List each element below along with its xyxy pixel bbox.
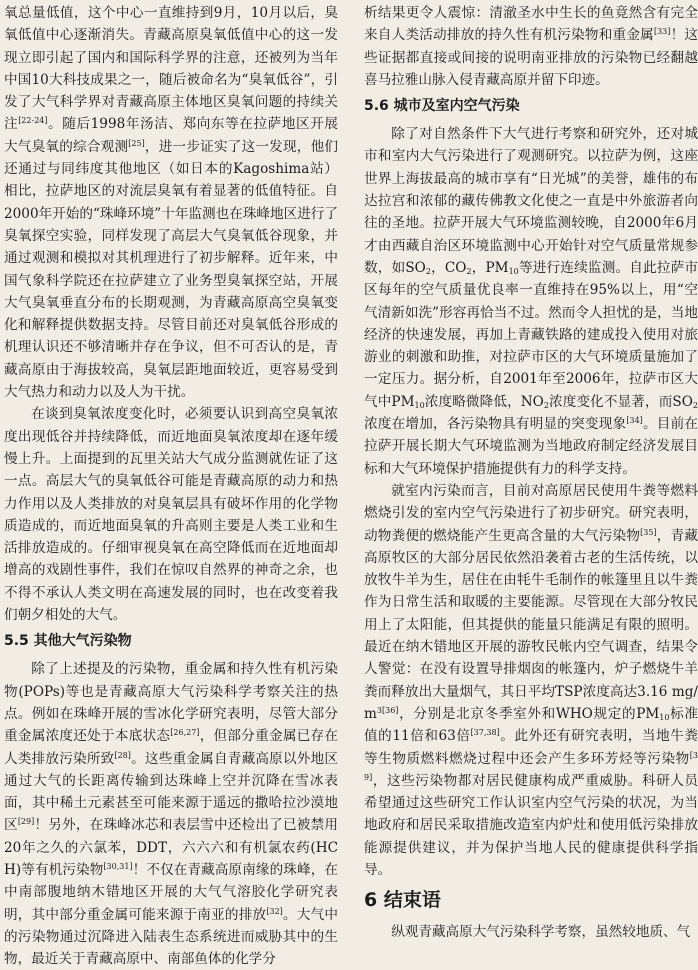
text-run: 。大气中的污染物通过沉降进入陆表生态系统进而威胁其中的生物，最近关于青藏高原中、南部鱼体的化学分 xyxy=(4,906,339,968)
citation: [25] xyxy=(128,138,145,148)
citation: [36] xyxy=(381,705,399,715)
citation: [30,31] xyxy=(103,861,133,871)
paragraph-heavy-metals xyxy=(4,658,338,970)
text-run: ，这些污染物都对居民健康构成严重威胁。科研人员希望通过这些研究工作认识室内空气污染的状况，为当地政府和居民采取措施改造室内炉灶和使用低污染排放能源提供建议，并为保护当地人民的健康提供科学指导。 xyxy=(364,772,698,878)
subscript: 10 xyxy=(659,712,670,722)
text-run: 氧总量低值，这个中心一直维持到9月，10月以后，臭氧低值中心逐渐消失。青藏高原臭氧低值中心的这一发现立即引起了国内和国际科学界的注意，还被列为当年中国10大科技成果之一，随后被命名为“臭氧低谷”，引发了大气科学界对青藏高原主体地区臭氧问题的持续关注 xyxy=(4,5,338,133)
text-run: 。目前在拉萨开展长期大气环境监测为当地政府制定经济发展目标和大气环境保护措施提供有力的科学支持。 xyxy=(364,416,698,477)
subscript: 10 xyxy=(508,266,519,276)
text-run: ，但部分重金属已存在人类排放污染所致 xyxy=(4,728,339,767)
paragraph-lhasa-air xyxy=(364,123,698,480)
section-heading-6: 6 结束语 xyxy=(364,889,441,912)
citation: [29] xyxy=(17,817,35,827)
subscript: 2 xyxy=(466,266,472,276)
text-run: 就室内污染而言，目前对高原居民使用牛粪等燃料燃烧引发的室内空气污染进行了初步研究。研究表明，动物粪便的燃烧能产生更高含量的大气污染物 xyxy=(364,482,698,544)
text-run: 。这些重金属自青藏高原以外地区通过大气的长距离传输到达珠峰上空并沉降在雪冰表面，其中稀土元素甚至可能来源于遥远的撒哈拉沙漠地区 xyxy=(4,750,339,834)
citation: [28] xyxy=(114,750,131,760)
citation: [22-24] xyxy=(18,116,48,126)
citation: [34] xyxy=(626,416,643,426)
section-heading-5-5: 5.5 其他大气污染物 xyxy=(4,633,132,650)
citation: [35] xyxy=(640,527,657,537)
text-run: 除了对自然条件下大气进行考察和研究外，还对城市和室内大气污染进行了观测研究。以拉萨为例，这座世界上海拔最高的城市享有“日光城”的美誉，雄伟的布达拉宫和浓郁的藏传佛教文化使之一直是中外旅游者向往的圣地。拉萨开展大气环境监测较晚，自2000年6月才由西藏自治区环境监测中心开始针对空气质量常规参数，如SO xyxy=(364,126,698,276)
text-run: ，青藏高原牧区的大部分居民依然沿袭着古老的生活传统，以放牧牛羊为生，居住在由牦牛毛制作的帐篷里且以牛粪作为日常生活和取暖的主要能源。尽管现在大部分牧民用上了太阳能，但其提供的能量只能满足有限的照明。最近在纳木错地区开展的游牧民帐内空气调查，结果令人警觉：在没有设置导排烟囱的帐篷内，炉子燃烧牛羊粪而释放出大量烟气，其日平均TSP浓度高达3.16 mg/m xyxy=(364,527,698,722)
text-run: ，CO xyxy=(430,259,467,276)
text-run: ，分别是北京冬季室外和WHO规定的PM xyxy=(398,705,660,722)
text-run: ，PM xyxy=(471,259,509,276)
paragraph-ozone-trend: 在谈到臭氧浓度变化时，必须要认识到高空臭氧浓度出现低谷并持续降低，而近地面臭氧浓度却在逐年缓慢上升。上面提到的瓦里关站大气成分监测就佐证了这一点。高层大气的臭氧低谷可能是青藏高原的动力和热力作用以及人类排放的对臭氧层具有破坏作用的化学物质造成的，而近地面臭氧的升高则主要是人类工业和生活排放造成的。仔细审视臭氧在高空降低而在近地面却增高的戏剧性事件，我们在惊叹自然界的神奇之余，也不得不承认人类文明在高速发展的同时，也在改变着我们朝夕相处的大气。 xyxy=(4,406,338,624)
citation: [39] xyxy=(364,750,698,782)
subscript: 2 xyxy=(425,266,431,276)
subscript: 10 xyxy=(414,400,425,410)
text-run: 。随后1998年汤洁、郑向东等在拉萨地区开展大气臭氧的综合观测 xyxy=(4,116,339,155)
superscript: 3 xyxy=(376,705,382,715)
subscript: 2 xyxy=(692,400,698,410)
paragraph-ozone-low xyxy=(4,2,338,403)
right-column xyxy=(364,2,698,944)
paragraph-indoor-pollution xyxy=(364,480,698,881)
text-run: 浓度略微降低，NO xyxy=(424,393,544,410)
text-run: 析结果更令人震惊：清澈圣水中生长的鱼竟然含有完全来自人类活动排放的持久性有机污染物和重金属 xyxy=(364,5,698,44)
section-heading-5-6: 5.6 城市及室内空气污染 xyxy=(364,98,520,115)
paragraph-conclusion: 纵观青藏高原大气污染科学考察，虽然较地质、气 xyxy=(391,924,691,941)
text-run: ！另外，在珠峰冰芯和表层雪中还检出了已被禁用20年之久的六氯苯，DDT，六六六和有机氯农药(HCH)等有机污染物 xyxy=(4,817,339,878)
text-run: 浓度变化不显著，而SO xyxy=(548,393,693,410)
text-run: 除了上述提及的污染物，重金属和持久性有机污染物(POPs)等也是青藏高原大气污染科学考察关注的热点。例如在珠峰开展的雪冰化学研究表明，尽管大部分重金属浓度还处于本底状态 xyxy=(4,661,338,745)
text-run: ，进一步证实了这一发现，他们还通过与同纬度其他地区（如日本的Kagoshima站）相比，拉萨地区的对流层臭氧有着显著的低值特征。自2000年开始的“珠峰环境”十年监测也在珠峰地区进行了臭氧探空实验，同样发现了高层大气臭氧低谷现象，并通过观测和模拟对其机理进行了初步解释。近年来，中国气象科学院还在拉萨建立了业务型臭氧探空站，开展大气臭氧垂直分布的长期观测，为青藏高原高空臭氧变化和解释提供数据支持。尽管目前还对臭氧低谷形成的机理认识还不够清晰并存在争议，但不可否认的是，青藏高原由于海拔较高，臭氧层距地面较近，更容易受到大气热力和动力以及人为干扰。 xyxy=(4,138,339,401)
citation: [33] xyxy=(653,27,671,37)
text-run: 等进行连续监测。自此拉萨市区每年的空气质量优良率一直维持在95%以上，用“空气清新如洗”形容再恰当不过。然而令人担忧的是，当地经济的快速发展，再加上青藏铁路的建成投入使用对旅游业的刺激和助推，对拉萨市区的大气环境质量施加了一定压力。据分析，自2001年至2006年，拉萨市区大气中PM xyxy=(364,259,698,410)
citation: [32] xyxy=(266,906,283,916)
citation: [37,38] xyxy=(470,728,500,738)
text-run: 。此外还有研究表明，当地牛粪等生物质燃料燃烧过程中还会产生多环芳烃等污染物 xyxy=(364,728,698,767)
text-run: ！这些证据都直接或间接的说明南亚排放的污染物已经翻越喜马拉雅山脉入侵青藏高原并留下印迹。 xyxy=(364,27,698,88)
citation: [26,27] xyxy=(170,728,200,738)
left-column xyxy=(4,2,338,970)
paragraph-fish-analysis xyxy=(364,2,698,91)
subscript: 2 xyxy=(543,400,549,410)
text-run: ！不仅在青藏高原南缘的珠峰，在中南部腹地纳木错地区开展的大气气溶胶化学研究表明，其中部分重金属可能来源于南亚的排放 xyxy=(4,861,338,923)
text-run: 标准值的11倍和63倍 xyxy=(364,705,698,745)
text-run: 浓度在增加，各污染物具有明显的突变现象 xyxy=(364,416,627,433)
